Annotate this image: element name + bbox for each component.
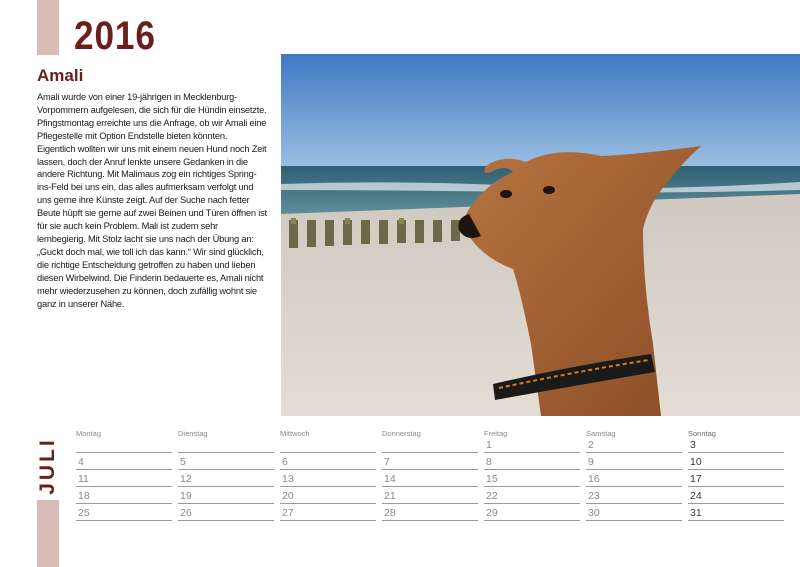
date-cell: 24 (688, 486, 784, 504)
date-cell: 28 (382, 503, 478, 521)
date-cell: 9 (586, 452, 682, 470)
calendar-column-saturday (586, 429, 682, 524)
calendar-column-friday (484, 429, 580, 524)
calendar-grid (76, 429, 784, 524)
date-cell: 27 (280, 503, 376, 521)
date-cell (76, 435, 172, 453)
date-cell: 30 (586, 503, 682, 521)
date-cell (178, 435, 274, 453)
date-cell: 2 (586, 435, 682, 453)
date-cell: 4 (76, 452, 172, 470)
date-cell: 3 (688, 435, 784, 453)
date-cell: 25 (76, 503, 172, 521)
date-cell: 22 (484, 486, 580, 504)
dog-photo (281, 54, 800, 416)
weekday-label: Donnerstag (382, 429, 421, 438)
date-cell: 18 (76, 486, 172, 504)
calendar-column-tuesday (178, 429, 274, 524)
calendar-year: 2016 (74, 14, 156, 58)
date-cell: 7 (382, 452, 478, 470)
date-cell: 19 (178, 486, 274, 504)
accent-bar-top (37, 0, 59, 55)
date-cell: 14 (382, 469, 478, 487)
calendar-column-wednesday (280, 429, 376, 524)
date-cell: 1 (484, 435, 580, 453)
month-name: JULI (36, 437, 60, 495)
date-cell: 31 (688, 503, 784, 521)
weekday-label: Samstag (586, 429, 616, 438)
date-cell: 11 (76, 469, 172, 487)
date-cell: 6 (280, 452, 376, 470)
date-cell (382, 435, 478, 453)
weekday-label: Freitag (484, 429, 508, 438)
calendar-column-sunday (688, 429, 784, 524)
weekday-label: Mittwoch (280, 429, 310, 438)
date-cell: 17 (688, 469, 784, 487)
date-cell: 8 (484, 452, 580, 470)
date-cell: 5 (178, 452, 274, 470)
date-cell: 23 (586, 486, 682, 504)
date-cell (280, 435, 376, 453)
date-cell: 21 (382, 486, 478, 504)
date-cell: 15 (484, 469, 580, 487)
date-cell: 16 (586, 469, 682, 487)
date-cell: 13 (280, 469, 376, 487)
date-cell: 20 (280, 486, 376, 504)
calendar-column-thursday (382, 429, 478, 524)
calendar-column-monday (76, 429, 172, 524)
date-cell: 26 (178, 503, 274, 521)
date-cell: 29 (484, 503, 580, 521)
weekday-label: Dienstag (178, 429, 208, 438)
date-cell: 10 (688, 452, 784, 470)
dog-name-heading: Amali (37, 66, 84, 85)
weekday-label: Sonntag (688, 429, 716, 438)
date-cell: 12 (178, 469, 274, 487)
weekday-label: Montag (76, 429, 102, 438)
accent-bar-bottom (37, 500, 59, 567)
dog-story-text: Amali wurde von einer 19-jährigen in Mecklenburg-Vorpommern aufgelesen, die sich für die Hündin einsetzte. Pfingstmontag erreichte uns die Anfrage, ob wir Amali eine Pflegestelle mit Option Endstelle bieten könnten. Eigentlich wollten wir uns mit einem neuen Hund noch Zeit lassen, doch der Anruf lenkte unsere Gedanken in die andere Richtung. Mit Malimaus zog ein richtiges Spring-ins-Feld bei uns ein, das alles aufmerksam verfolgt und uns gerne ihre Künste zeigt. Auf der Suche nach fetter Beute hüpft sie gerne auf zwei Beinen und Türen öffnen ist für sie auch kein Problem. Mali ist zudem sehr lernbegierig. Mit Stolz lacht sie uns nach der Übung an: „Guckt doch mal, wie toll ich das kann.“ Wir sind glücklich, die richtige Entscheidung getroffen zu haben und lieben diesen Wirbelwind. Die Finderin bedauerte es, Amali nicht mehr wiederzusehen zu können, doch zufällig wohnt sie ganz in unserer Nähe. (37, 92, 267, 309)
